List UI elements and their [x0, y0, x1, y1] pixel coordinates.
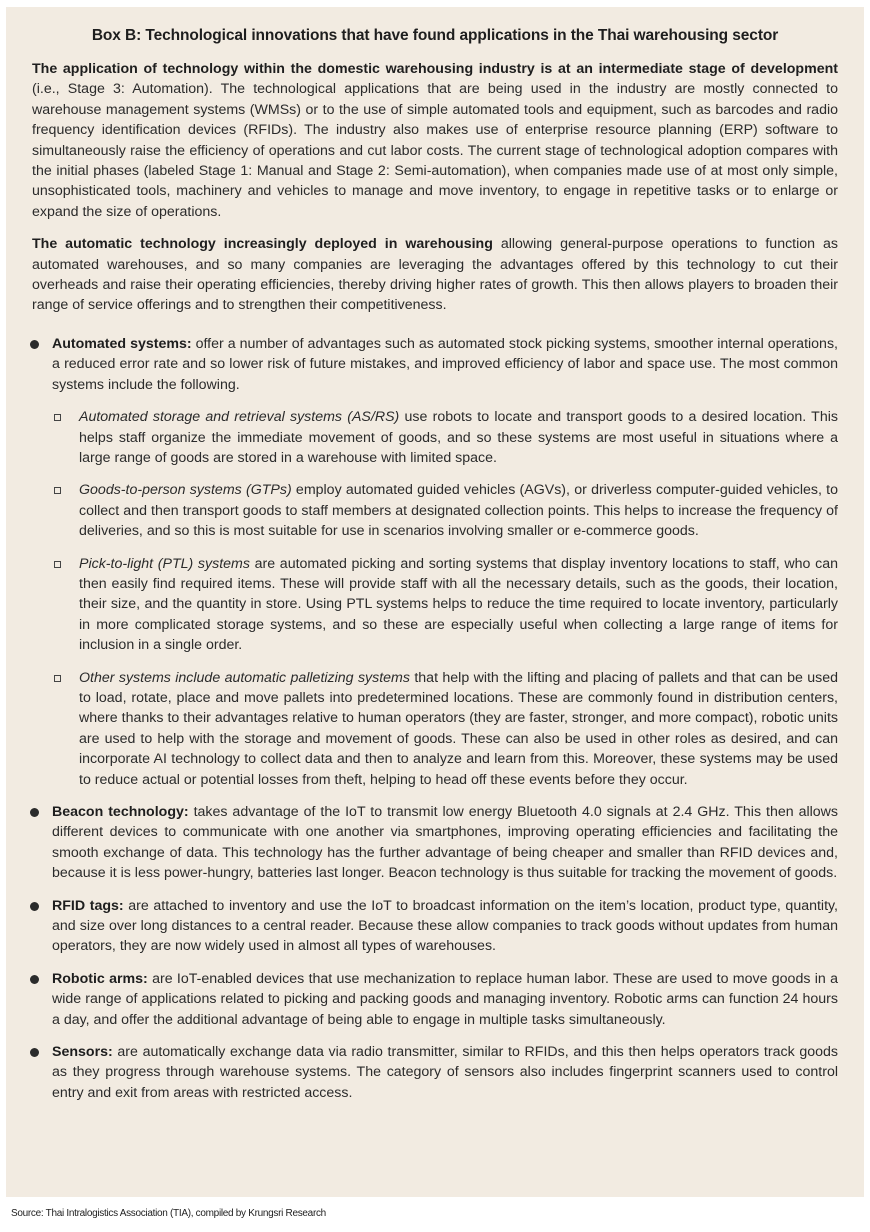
bullet-dot-icon — [30, 340, 39, 349]
square-bullet-icon — [54, 561, 61, 568]
sub-item-gtp — [52, 480, 838, 541]
intro-paragraph-1 — [32, 59, 838, 222]
bullet-text: are automatically exchange data via radio transmitter, similar to RFIDs, and this then helps operators track goods as they progress through warehouse systems. The category of sensors also includes fingerprint scanners used to control entry and exit from areas with restricted access. — [52, 1044, 838, 1101]
square-bullet-icon — [54, 414, 61, 421]
sub-item-lead: Goods-to-person systems (GTPs) — [79, 482, 292, 499]
sub-item-text: that help with the lifting and placing of pallets and that can be used to load, rotate, place and move pallets into predetermined locations. These are commonly found in distribution centers, where thanks to their advantages relative to human operators (they are faster, stronger, and more compact), robotic units are used to help with the storage and movement of goods. These can also be used in other roles as desired, and can incorporate AI technology to collect data and then to analyze and learn from this. Moreover, these systems may be used to reduce actual or potential losses from theft, helping to head off these events before they occur. — [79, 669, 838, 788]
sub-item-text: use robots to locate and transport goods to a desired location. This helps staff organize the immediate movement of goods, and so these systems are most useful in situations where a large range of goods are stored in a warehouse with limited space. — [79, 409, 838, 466]
paragraph-lead: The automatic technology increasingly deployed in warehousing — [32, 236, 493, 253]
bullet-text: offer a number of advantages such as automated stock picking systems, smoother internal operations, a reduced error rate and so lower risk of future mistakes, and improved efficiency of labor and space use. The most common systems include the following. — [52, 335, 838, 393]
bullet-lead: Robotic arms: — [52, 970, 148, 987]
bullet-dot-icon — [30, 1048, 39, 1057]
bullet-text: are attached to inventory and use the IoT to broadcast information on the item’s location, product type, quantity, and size over long distances to a central reader. Because these allow companies to track goods without updates from human operators, they are now widely used in almost all types of warehouses. — [52, 897, 839, 955]
bullet-rfid-tags — [32, 896, 838, 957]
info-box — [6, 7, 864, 1197]
sub-item-ptl — [52, 554, 838, 656]
bullet-lead: Sensors: — [52, 1044, 113, 1061]
paragraph-text: allowing general-purpose operations to function as automated warehouses, and so many companies are leveraging the advantages offered by this technology to cut their overheads and raise their operating efficiencies, thereby driving higher rates of growth. This then allows players to broaden their range of service offerings and to strengthen their competitiveness. — [32, 236, 838, 314]
bullet-dot-icon — [30, 808, 39, 817]
bullet-list — [32, 334, 838, 1103]
sub-item-asrs — [52, 407, 838, 468]
bullet-sensors — [32, 1042, 838, 1103]
bullet-dot-icon — [30, 975, 39, 984]
bullet-dot-icon — [30, 902, 39, 911]
bullet-lead: Beacon technology: — [52, 804, 189, 820]
sub-list — [52, 407, 838, 790]
bullet-robotic-arms — [32, 969, 838, 1030]
sub-item-text: employ automated guided vehicles (AGVs), or driverless computer-guided vehicles, to collect and then transport goods to staff members at designated collection points. This helps to increase the frequency of deliveries, and so this is most suitable for use in scenarios involving smaller or e-commerce goods. — [79, 482, 838, 540]
square-bullet-icon — [54, 487, 61, 494]
paragraph-text: (i.e., Stage 3: Automation). The technological applications that are being used in the industry are mostly connected to warehouse management systems (WMSs) or to the use of simple automated tools and equipment, such as barcodes and radio frequency identification devices (RFIDs). The industry also makes use of enterprise resource planning (ERP) software to simultaneously raise the efficiency of operations and cut labor costs. The current stage of technological adoption compares with the initial phases (labeled Stage 1: Manual and Stage 2: Semi-automation), when companies made use of at most only simple, unsophisticated tools, machinery and vehicles to manage and move inventory, to engage in repetitive tasks or to enlarge or expand the size of operations. — [32, 81, 838, 220]
box-title: Box B: Technological innovations that have found applications in the Thai warehousing sector — [91, 27, 779, 44]
sub-item-text: are automated picking and sorting systems that display inventory locations to staff, who can then easily find required items. These will provide staff with all the necessary details, such as the goods, their location, their size, and the quantity in store. Using PTL systems helps to reduce the time required to locate inventory, particularly in more complicated storage systems, and so these are especially useful when collecting a large range of items for inclusion in a single order. — [79, 555, 838, 654]
source-note: Source: Thai Intralogistics Association (TIA), compiled by Krungsri Research — [11, 1208, 326, 1219]
intro-paragraph-2 — [32, 234, 838, 316]
bullet-lead: Automated systems: — [52, 335, 192, 352]
sub-item-palletizing — [52, 668, 838, 790]
bullet-text: takes advantage of the IoT to transmit low energy Bluetooth 4.0 signals at 2.4 GHz. This then allows different devices to communicate with one another via smartphones, improving operating efficiencies and facilitating the smooth exchange of data. This technology has the further advantage of being cheaper and smaller than RFID devices and, because it is less power-hungry, batteries last longer. Beacon technology is thus suitable for tracking the movement of goods. — [52, 804, 839, 882]
square-bullet-icon — [54, 675, 61, 682]
paragraph-lead: The application of technology within the domestic warehousing industry is at an intermediate stage of development — [32, 61, 838, 77]
sub-item-lead: Other systems include automatic palletizing systems — [79, 669, 410, 686]
bullet-text: are IoT-enabled devices that use mechanization to replace human labor. These are used to move goods in a wide range of applications related to picking and packing goods and managing inventory. Robotic arms can function 24 hours a day, and offer the additional advantage of being able to engage in multiple tasks simultaneously. — [52, 970, 838, 1028]
sub-item-lead: Automated storage and retrieval systems (AS/RS) — [79, 409, 400, 426]
bullet-automated-systems — [32, 334, 838, 790]
sub-item-lead: Pick-to-light (PTL) systems — [79, 555, 250, 572]
bullet-beacon-technology — [32, 802, 838, 884]
bullet-lead: RFID tags: — [52, 897, 124, 914]
